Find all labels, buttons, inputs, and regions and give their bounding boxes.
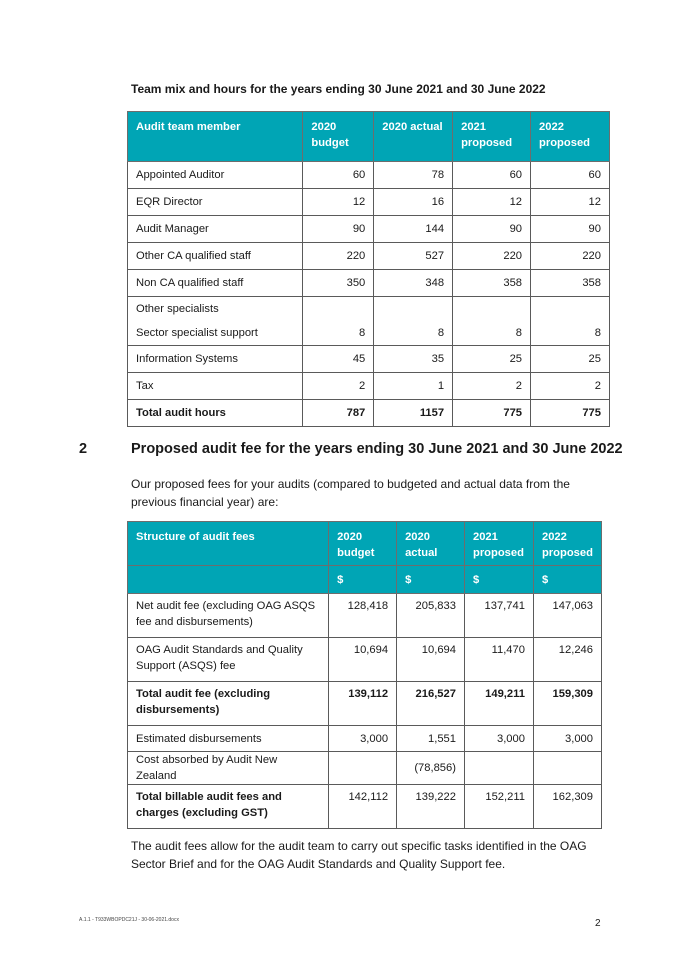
cell-2020-budget: 787: [303, 400, 374, 427]
cell-2020-budget: 139,112: [329, 682, 397, 726]
table-row-total: [128, 400, 610, 427]
table-row: [128, 726, 602, 752]
table-row: [128, 216, 610, 243]
row-label: Tax: [128, 373, 303, 400]
cell-2020-budget: 142,112: [329, 785, 397, 829]
row-label: Other CA qualified staff: [128, 243, 303, 270]
cell-2022-proposed: 162,309: [533, 785, 601, 829]
currency-2021-proposed: $: [464, 566, 533, 594]
table-row: [128, 752, 602, 785]
closing-paragraph: The audit fees allow for the audit team to carry out specific tasks identified in the OAG Sector Brief and for the OAG Audit Standards and Quality Support fee.: [131, 839, 587, 871]
cell-2022-proposed: [533, 752, 601, 785]
header-2022-proposed: 2022 proposed: [531, 112, 610, 162]
cell-2021-proposed: 11,470: [464, 638, 533, 682]
cell-2020-actual: 527: [374, 243, 453, 270]
cell-2020-actual: 139,222: [397, 785, 465, 829]
cell-2022-proposed: 220: [531, 243, 610, 270]
row-label: Total billable audit fees and charges (excluding GST): [128, 785, 329, 829]
cell-2020-actual: 8: [374, 297, 453, 346]
cell-2022-proposed: 159,309: [533, 682, 601, 726]
header-audit-team-member: Audit team member: [128, 112, 303, 162]
cell-2021-proposed: 152,211: [464, 785, 533, 829]
cell-2021-proposed: 137,741: [464, 594, 533, 638]
team-table-header-row: [128, 112, 610, 162]
header-2021-proposed: 2021 proposed: [453, 112, 531, 162]
header-2022-proposed: 2022 proposed: [533, 522, 601, 566]
table-row-specialists: [128, 297, 610, 346]
currency-2020-budget: $: [329, 566, 397, 594]
table-row: [128, 373, 610, 400]
section-intro: Our proposed fees for your audits (compared to budgeted and actual data from the previous financial year) are:: [131, 477, 570, 509]
row-label: Total audit hours: [128, 400, 303, 427]
cell-2020-actual: 348: [374, 270, 453, 297]
row-label: EQR Director: [128, 189, 303, 216]
cell-2020-budget: 45: [303, 346, 374, 373]
row-label: Non CA qualified staff: [128, 270, 303, 297]
cell-2020-actual: 1157: [374, 400, 453, 427]
table-row: [128, 243, 610, 270]
cell-2020-budget: 60: [303, 162, 374, 189]
row-label: Cost absorbed by Audit New Zealand: [128, 752, 329, 785]
cell-2020-actual: 1: [374, 373, 453, 400]
cell-2021-proposed: 25: [453, 346, 531, 373]
cell-2021-proposed: [464, 752, 533, 785]
table-row: [128, 638, 602, 682]
header-structure-of-audit-fees: Structure of audit fees: [128, 522, 329, 566]
cell-2020-budget: 350: [303, 270, 374, 297]
cell-2020-actual: 205,833: [397, 594, 465, 638]
cell-2020-actual: 216,527: [397, 682, 465, 726]
section-title: Proposed audit fee for the years ending 30 June 2021 and 30 June 2022: [131, 441, 623, 457]
cell-2021-proposed: 60: [453, 162, 531, 189]
currency-2020-actual: $: [397, 566, 465, 594]
table-row: [128, 346, 610, 373]
table-row: [128, 189, 610, 216]
specialists-group-label: Other specialists: [136, 303, 219, 315]
header-2020-actual: 2020 actual: [374, 112, 453, 162]
cell-2020-budget: 90: [303, 216, 374, 243]
cell-2020-budget: 2: [303, 373, 374, 400]
section-number: 2: [79, 441, 88, 457]
cell-2022-proposed: 2: [531, 373, 610, 400]
row-label: Net audit fee (excluding OAG ASQS fee and disbursements): [128, 594, 329, 638]
header-2020-actual: 2020 actual: [397, 522, 465, 566]
cell-2021-proposed: 220: [453, 243, 531, 270]
cell-2020-budget: 12: [303, 189, 374, 216]
header-2020-budget: 2020 budget: [329, 522, 397, 566]
footer-doc-ref: A.1.1 - T933WBOPDC21J - 30-06-2021.docx: [79, 917, 179, 923]
cell-2020-actual: 16: [374, 189, 453, 216]
table-row-total-billable: [128, 785, 602, 829]
cell-2021-proposed: 149,211: [464, 682, 533, 726]
cell-2020-budget: 220: [303, 243, 374, 270]
team-table-caption: Team mix and hours for the years ending 30 June 2021 and 30 June 2022: [131, 82, 546, 96]
row-label: OAG Audit Standards and Quality Support (ASQS) fee: [128, 638, 329, 682]
row-label: Total audit fee (excluding disbursements): [128, 682, 329, 726]
cell-2020-budget: 3,000: [329, 726, 397, 752]
row-label: Appointed Auditor: [128, 162, 303, 189]
cell-2021-proposed: 2: [453, 373, 531, 400]
cell-2022-proposed: 358: [531, 270, 610, 297]
cell-2021-proposed: 90: [453, 216, 531, 243]
fee-table-header-row: [128, 522, 602, 566]
cell-2022-proposed: 12: [531, 189, 610, 216]
cell-2020-budget: [329, 752, 397, 785]
audit-fee-table: [127, 521, 602, 829]
header-2021-proposed: 2021 proposed: [464, 522, 533, 566]
cell-2020-budget: 10,694: [329, 638, 397, 682]
page-number: 2: [595, 918, 601, 929]
cell-2020-actual: 1,551: [397, 726, 465, 752]
cell-2022-proposed: 25: [531, 346, 610, 373]
team-hours-table: [127, 111, 610, 427]
cell-2022-proposed: 90: [531, 216, 610, 243]
cell-2022-proposed: 12,246: [533, 638, 601, 682]
cell-2021-proposed: 775: [453, 400, 531, 427]
specialists-label-cell: [128, 297, 303, 346]
cell-2020-budget: 128,418: [329, 594, 397, 638]
row-label: Sector specialist support: [136, 327, 258, 339]
cell-2022-proposed: 8: [531, 297, 610, 346]
cell-2020-budget: 8: [303, 297, 374, 346]
cell-2020-actual: 10,694: [397, 638, 465, 682]
cell-2020-actual: 78: [374, 162, 453, 189]
cell-2021-proposed: 3,000: [464, 726, 533, 752]
row-label: Estimated disbursements: [128, 726, 329, 752]
table-row: [128, 162, 610, 189]
row-label: Audit Manager: [128, 216, 303, 243]
cell-2020-actual: (78,856): [397, 752, 465, 785]
cell-2022-proposed: 147,063: [533, 594, 601, 638]
cell-2022-proposed: 3,000: [533, 726, 601, 752]
table-row-total-fee: [128, 682, 602, 726]
cell-2021-proposed: 12: [453, 189, 531, 216]
header-2020-budget: 2020 budget: [303, 112, 374, 162]
table-row: [128, 594, 602, 638]
cell-2022-proposed: 775: [531, 400, 610, 427]
currency-2022-proposed: $: [533, 566, 601, 594]
cell-2022-proposed: 60: [531, 162, 610, 189]
cell-2021-proposed: 358: [453, 270, 531, 297]
cell-2020-actual: 144: [374, 216, 453, 243]
cell-2021-proposed: 8: [453, 297, 531, 346]
currency-header-empty: [128, 566, 329, 594]
fee-table-currency-row: [128, 566, 602, 594]
cell-2020-actual: 35: [374, 346, 453, 373]
row-label: Information Systems: [128, 346, 303, 373]
table-row: [128, 270, 610, 297]
